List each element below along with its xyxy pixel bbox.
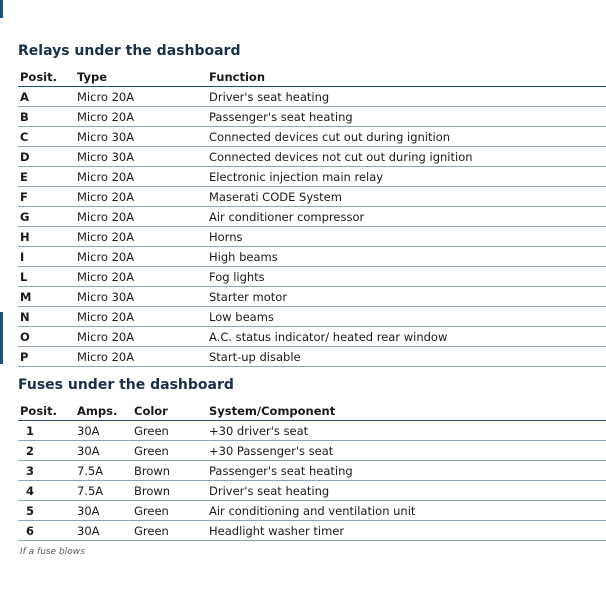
relay-row: [18, 287, 606, 307]
relays-header-type: Type: [75, 67, 207, 87]
relay-row: [18, 347, 606, 367]
fuse-cell-color: Green: [132, 501, 207, 521]
relay-cell-pos: F: [18, 187, 75, 207]
relay-cell-function: Starter motor: [207, 287, 606, 307]
relay-row: [18, 207, 606, 227]
relay-row: [18, 327, 606, 347]
relay-cell-pos: P: [18, 347, 75, 367]
relay-cell-type: Micro 20A: [75, 187, 207, 207]
relay-cell-pos: E: [18, 167, 75, 187]
fuse-row: [18, 481, 606, 501]
relays-header-function: Function: [207, 67, 606, 87]
relay-cell-type: Micro 20A: [75, 87, 207, 107]
relay-row: [18, 167, 606, 187]
relay-cell-type: Micro 20A: [75, 227, 207, 247]
relay-cell-type: Micro 20A: [75, 247, 207, 267]
fuses-header-component: System/Component: [207, 401, 606, 421]
relay-cell-pos: A: [18, 87, 75, 107]
fuses-section-title: Fuses under the dashboard: [18, 377, 234, 393]
relay-cell-pos: I: [18, 247, 75, 267]
fuse-cell-pos: 1: [18, 421, 75, 441]
relay-cell-function: Start-up disable: [207, 347, 606, 367]
relay-cell-type: Micro 20A: [75, 107, 207, 127]
relay-cell-type: Micro 20A: [75, 327, 207, 347]
relay-cell-function: Electronic injection main relay: [207, 167, 606, 187]
fuses-header-amps: Amps.: [75, 401, 132, 421]
relay-row: [18, 147, 606, 167]
fuse-cell-pos: 3: [18, 461, 75, 481]
fuse-cell-color: Green: [132, 421, 207, 441]
fuse-row: [18, 521, 606, 541]
relay-cell-function: Connected devices not cut out during ignition: [207, 147, 606, 167]
relay-cell-function: Passenger's seat heating: [207, 107, 606, 127]
relay-row: [18, 247, 606, 267]
relay-cell-function: Connected devices cut out during ignition: [207, 127, 606, 147]
relay-cell-pos: O: [18, 327, 75, 347]
fuse-cell-amps: 30A: [75, 421, 132, 441]
relay-cell-type: Micro 20A: [75, 167, 207, 187]
relay-cell-type: Micro 20A: [75, 207, 207, 227]
relays-header-pos: Posit.: [18, 67, 75, 87]
fuse-cell-component: Air conditioning and ventilation unit: [207, 501, 606, 521]
page-edge-marker-middle: [0, 312, 3, 364]
relay-cell-pos: M: [18, 287, 75, 307]
fuses-header-pos: Posit.: [18, 401, 75, 421]
fuse-cell-component: Driver's seat heating: [207, 481, 606, 501]
fuse-cell-color: Green: [132, 521, 207, 541]
relay-cell-function: High beams: [207, 247, 606, 267]
relay-cell-type: Micro 30A: [75, 287, 207, 307]
fuse-row: [18, 461, 606, 481]
fuses-header-color: Color: [132, 401, 207, 421]
fuse-cell-amps: 30A: [75, 441, 132, 461]
fuse-cell-pos: 4: [18, 481, 75, 501]
fuse-cell-amps: 30A: [75, 501, 132, 521]
relay-row: [18, 267, 606, 287]
relays-header-row: [18, 67, 606, 87]
fuses-header-row: [18, 401, 606, 421]
relay-cell-pos: C: [18, 127, 75, 147]
fuse-cell-amps: 7.5A: [75, 481, 132, 501]
relay-cell-pos: H: [18, 227, 75, 247]
fuse-cell-color: Brown: [132, 481, 207, 501]
fuse-row: [18, 421, 606, 441]
fuse-cell-component: +30 Passenger's seat: [207, 441, 606, 461]
fuse-cell-amps: 30A: [75, 521, 132, 541]
relay-cell-function: Maserati CODE System: [207, 187, 606, 207]
relay-cell-function: Horns: [207, 227, 606, 247]
footnote: If a fuse blows: [20, 547, 85, 557]
relay-cell-function: Low beams: [207, 307, 606, 327]
relays-table-body: [18, 87, 606, 367]
relay-cell-pos: N: [18, 307, 75, 327]
relay-row: [18, 127, 606, 147]
fuse-cell-pos: 2: [18, 441, 75, 461]
fuse-cell-component: +30 driver's seat: [207, 421, 606, 441]
relay-cell-type: Micro 20A: [75, 307, 207, 327]
relay-cell-pos: L: [18, 267, 75, 287]
relay-row: [18, 227, 606, 247]
fuse-cell-color: Brown: [132, 461, 207, 481]
fuse-cell-pos: 6: [18, 521, 75, 541]
relays-table: [18, 67, 606, 367]
fuse-cell-color: Green: [132, 441, 207, 461]
relay-cell-type: Micro 30A: [75, 127, 207, 147]
fuses-table: [18, 401, 606, 541]
fuse-cell-component: Headlight washer timer: [207, 521, 606, 541]
relay-cell-function: Driver's seat heating: [207, 87, 606, 107]
relay-row: [18, 87, 606, 107]
relay-cell-function: Fog lights: [207, 267, 606, 287]
relay-cell-type: Micro 30A: [75, 147, 207, 167]
fuse-cell-pos: 5: [18, 501, 75, 521]
relay-row: [18, 307, 606, 327]
relay-cell-function: A.C. status indicator/ heated rear window: [207, 327, 606, 347]
fuse-row: [18, 441, 606, 461]
relay-cell-pos: D: [18, 147, 75, 167]
fuse-cell-component: Passenger's seat heating: [207, 461, 606, 481]
relay-cell-pos: G: [18, 207, 75, 227]
fuse-row: [18, 501, 606, 521]
page-edge-marker-top: [0, 0, 3, 18]
relay-row: [18, 187, 606, 207]
relay-cell-type: Micro 20A: [75, 267, 207, 287]
relay-cell-type: Micro 20A: [75, 347, 207, 367]
relay-cell-pos: B: [18, 107, 75, 127]
relays-section-title: Relays under the dashboard: [18, 43, 241, 59]
relay-cell-function: Air conditioner compressor: [207, 207, 606, 227]
fuses-table-body: [18, 421, 606, 541]
relay-row: [18, 107, 606, 127]
fuse-cell-amps: 7.5A: [75, 461, 132, 481]
